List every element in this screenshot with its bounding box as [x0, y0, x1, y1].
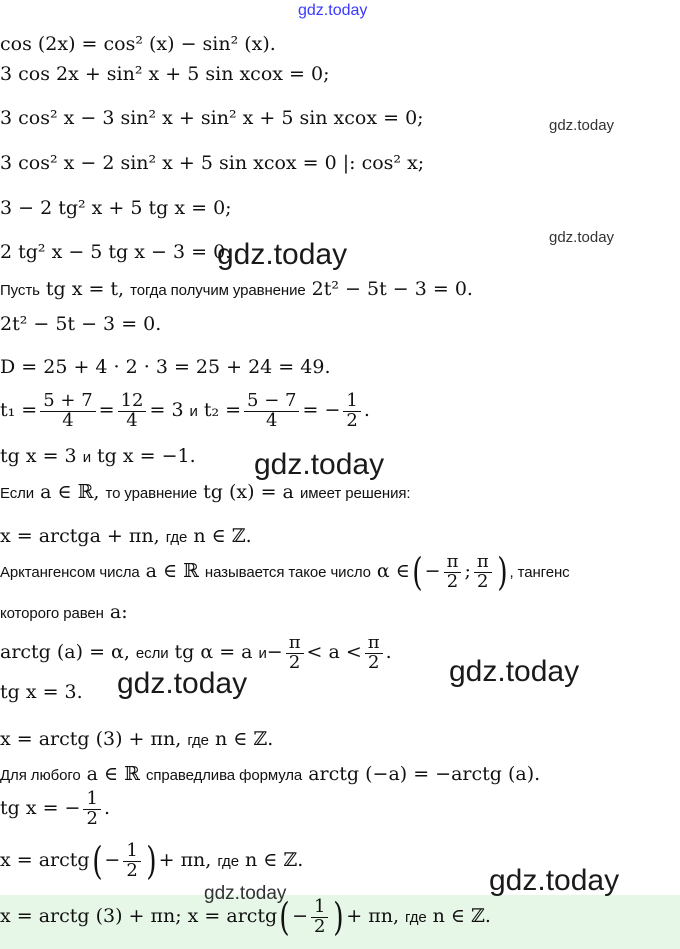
text: Если — [0, 485, 35, 502]
fraction: $\frac{1}{2}$ — [343, 392, 360, 431]
math: = 3 — [149, 399, 184, 422]
math: tg α = a — [174, 641, 253, 664]
math: = — [98, 399, 115, 422]
definition-line — [0, 602, 128, 624]
math: x = arctga + πn, — [0, 525, 160, 547]
text: Пусть — [0, 282, 40, 299]
text: имеет решения: — [299, 485, 411, 502]
watermark-small: gdz.today — [549, 229, 615, 246]
watermark-big: gdz.today — [254, 448, 385, 481]
math: − — [104, 849, 121, 872]
math: a ∈ ℝ — [145, 560, 199, 583]
fraction: $\frac{\pi}{2}$ — [365, 634, 383, 673]
math: = − — [302, 399, 341, 422]
fraction: $\frac{\pi}{2}$ — [286, 634, 304, 673]
fraction: $\frac{5 - 7}{4}$ — [244, 392, 299, 431]
equation-line: 3 cos² x − 3 sin² x + sin² x + 5 sin xcox = 0; — [0, 107, 424, 129]
equation-line: tg x = 3. — [0, 681, 83, 703]
text: где — [187, 732, 209, 749]
text: где — [165, 529, 188, 546]
watermark-big: gdz.today — [117, 667, 248, 700]
math: − — [424, 560, 441, 583]
math: − — [266, 641, 283, 664]
math: 2t² − 5t − 3 = 0. — [311, 278, 473, 300]
math: + πn, — [346, 905, 399, 928]
fraction: $\frac{1}{2}$ — [83, 790, 100, 829]
definition-line — [0, 634, 392, 673]
math: t₂ = — [203, 399, 242, 422]
math: arctg (−a) = −arctg (a). — [308, 763, 541, 785]
math: n ∈ ℤ. — [432, 905, 491, 928]
math: n ∈ ℤ. — [244, 849, 304, 872]
equation-line: 2 tg² x − 5 tg x − 3 = 0. — [0, 241, 232, 263]
text: где — [217, 852, 239, 870]
text: , тангенс — [509, 563, 570, 581]
text: если — [135, 644, 169, 662]
watermark-small: gdz.today — [549, 117, 615, 134]
text: где — [405, 908, 427, 926]
math: . — [103, 797, 110, 820]
math: x = arctg — [187, 905, 278, 928]
math: a ∈ ℝ, — [40, 481, 100, 503]
fraction: $\frac{1}{2}$ — [123, 842, 140, 881]
math: . — [363, 399, 370, 422]
equation-line: 3 − 2 tg² x + 5 tg x = 0; — [0, 197, 232, 219]
equation-line — [0, 790, 110, 829]
watermark-big: gdz.today — [217, 238, 348, 271]
text: Для любого — [0, 767, 81, 784]
math: < a < — [306, 641, 362, 664]
definition-line: Арктангенсом числа a ∈ ℝ называется такое число α ∈ ( − $\frac{\pi}{2}$ ; $\frac{\pi}{2}$ ) , тангенс — [0, 550, 570, 595]
solution-line — [0, 526, 252, 548]
math: x = arctg (3) + πn, — [0, 728, 182, 750]
math: t₁ = — [0, 399, 38, 422]
math: a: — [109, 601, 128, 623]
math: n ∈ ℤ. — [214, 728, 274, 750]
watermark-big: gdz.today — [449, 655, 580, 688]
definition-line — [0, 482, 410, 504]
equation-line: 3 cos 2x + sin² x + 5 sin xcox = 0; — [0, 63, 330, 85]
fraction: $\frac{5 + 7}{4}$ — [40, 392, 95, 431]
math: tg x = − — [0, 797, 81, 820]
math: a ∈ ℝ — [86, 763, 140, 785]
text: и — [258, 644, 267, 662]
math: x = arctg — [0, 849, 90, 872]
math: n ∈ ℤ. — [193, 525, 252, 547]
final-answer: x = arctg (3) + πn; x = arctg ( − $\frac{1}{2}$ ) + πn, где n ∈ ℤ. — [0, 895, 491, 940]
math: ; — [464, 560, 471, 583]
fraction: $\frac{\pi}{2}$ — [474, 553, 492, 592]
text: и — [82, 449, 91, 466]
text: тогда получим уравнение — [130, 282, 306, 299]
watermark-big: gdz.today — [489, 864, 620, 897]
equation-line: 2t² − 5t − 3 = 0. — [0, 313, 162, 335]
formula-line — [0, 764, 540, 786]
math: x = arctg (3) + πn; — [0, 905, 182, 928]
math: arctg (a) = α, — [0, 641, 130, 664]
substitution-line — [0, 279, 473, 301]
fraction: $\frac{\pi}{2}$ — [444, 553, 462, 592]
text: которого равен — [0, 605, 104, 622]
math: . — [385, 641, 392, 664]
equation-line: 3 cos² x − 2 sin² x + 5 sin xcox = 0 |: cos² x; — [0, 152, 425, 174]
discriminant-line: D = 25 + 4 · 2 · 3 = 25 + 24 = 49. — [0, 356, 331, 378]
math: α ∈ — [376, 560, 410, 583]
text: справедлива формула — [145, 767, 303, 784]
text: Арктангенсом числа — [0, 563, 140, 581]
roots-line — [0, 392, 370, 431]
text: то уравнение — [105, 485, 198, 502]
fraction: $\frac{12}{4}$ — [118, 392, 147, 431]
math: tg (x) = a — [203, 481, 294, 503]
math: tg x = 3 — [0, 445, 77, 467]
watermark-top: gdz.today — [298, 2, 368, 19]
math: tg x = t, — [45, 278, 125, 300]
fraction: $\frac{1}{2}$ — [311, 898, 328, 937]
watermark-small: gdz.today — [204, 883, 287, 904]
solution-line — [0, 729, 273, 751]
math: + πn, — [158, 849, 212, 872]
math: tg x = −1. — [97, 445, 196, 467]
text: называется такое число — [204, 563, 371, 581]
math: − — [292, 905, 308, 928]
equation-line: cos (2x) = cos² (x) − sin² (x). — [0, 33, 276, 55]
solution-line: x = arctg ( − $\frac{1}{2}$ ) + πn, где n ∈ ℤ. — [0, 839, 304, 884]
equation-line — [0, 446, 196, 468]
text: и — [189, 402, 198, 420]
